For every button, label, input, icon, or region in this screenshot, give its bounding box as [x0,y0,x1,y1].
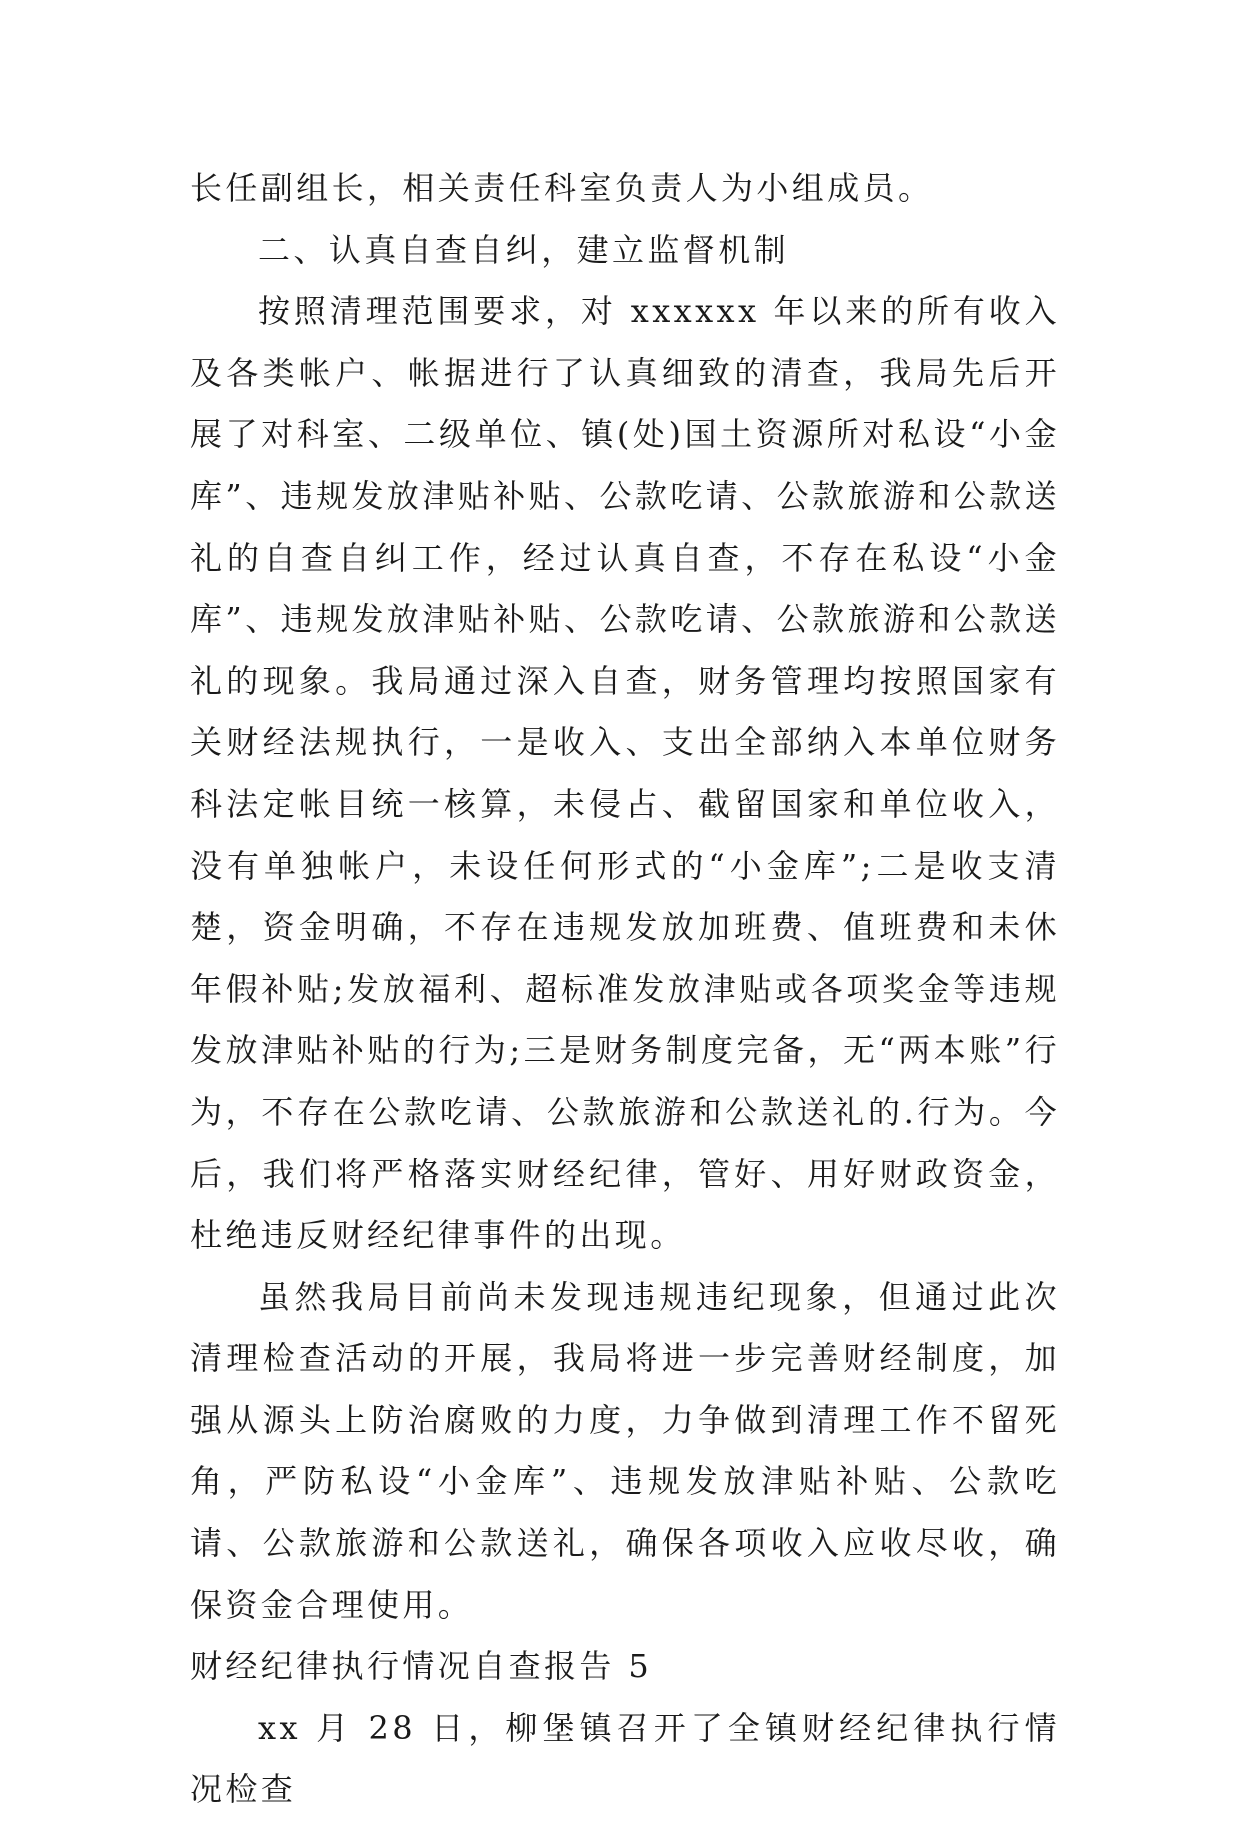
paragraph-report-opening: xx 月 28 日，柳堡镇召开了全镇财经纪律执行情况检查 [190,1708,1060,1809]
report-title: 财经纪律执行情况自查报告 5 [190,1647,653,1686]
document-body [190,158,1060,1821]
paragraph-continuation: 长任副组长，相关责任科室负责人为小组成员。 [190,169,934,207]
paragraph-conclusion: 虽然我局目前尚未发现违规违纪现象，但通过此次清理检查活动的开展，我局将进一步完善财经制度，加强从源头上防治腐败的力度，力争做到清理工作不留死角，严防私设“小金库”、违规发放津贴补贴、公款吃请、公款旅游和公款送礼，确保各项收入应收尽收，确保资金合理使用。 [190,1277,1060,1624]
paragraph-self-inspection: 按照清理范围要求，对 xxxxxx 年以来的所有收入及各类帐户、帐据进行了认真细致的清查，我局先后开展了对科室、二级单位、镇(处)国土资源所对私设“小金库”、违规发放津贴补贴、公款吃请、公款旅游和公款送礼的自查自纠工作，经过认真自查，不存在私设“小金库”、违规发放津贴补贴、公款吃请、公款旅游和公款送礼的现象。我局通过深入自查，财务管理均按照国家有关财经法规执行，一是收入、支出全部纳入本单位财务科法定帐目统一核算，未侵占、截留国家和单位收入，没有单独帐户，未设任何形式的“小金库”;二是收支清楚，资金明确，不存在违规发放加班费、值班费和未休年假补贴;发放福利、超标准发放津贴或各项奖金等违规发放津贴补贴的行为;三是财务制度完备，无“两本账”行为，不存在公款吃请、公款旅游和公款送礼的.行为。今后，我们将严格落实财经纪律，管好、用好财政资金，杜绝违反财经纪律事件的出现。 [190,292,1060,1255]
section-heading: 二、认真自查自纠，建立监督机制 [258,230,790,269]
